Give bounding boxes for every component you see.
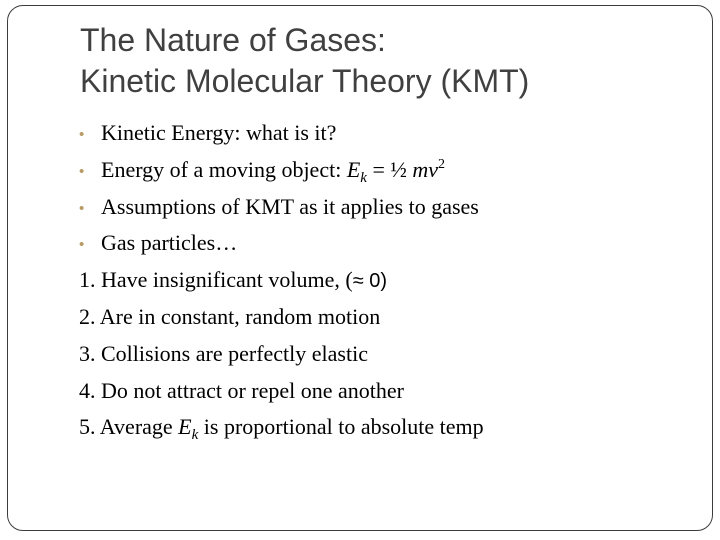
item-number: 3.: [79, 340, 96, 366]
kinetic-energy-subscript: k: [191, 427, 199, 444]
item-text: Are in constant, random motion: [99, 303, 381, 329]
item-tail: ≈ 0): [352, 270, 388, 293]
title-line-2: Kinetic Molecular Theory (KMT): [80, 63, 530, 99]
kinetic-energy-subscript: k: [360, 169, 367, 186]
slide-title: [80, 20, 680, 102]
numbered-item: [79, 373, 699, 410]
item-number: 2.: [79, 303, 96, 329]
bullet-prefix: Energy of a moving object:: [101, 156, 347, 182]
kinetic-energy-symbol: E: [346, 156, 361, 182]
title-line-1: The Nature of Gases:: [80, 22, 386, 58]
slide-body: [79, 115, 699, 446]
bullet-text: Gas particles…: [101, 230, 238, 256]
item-number: 5.: [79, 414, 96, 440]
item-text: Have insignificant volume, (: [101, 267, 353, 293]
item-text: Collisions are perfectly elastic: [101, 340, 368, 366]
bullet-text: Assumptions of KMT as it applies to gases: [101, 193, 479, 219]
numbered-item: [79, 409, 699, 446]
item-prefix: Average: [99, 414, 179, 440]
bullet-item: [79, 225, 699, 262]
bullet-text: Kinetic Energy: what is it?: [101, 120, 337, 145]
formula-exponent: 2: [438, 156, 446, 172]
item-text: Do not attract or repel one another: [101, 377, 404, 403]
kinetic-energy-symbol: E: [178, 414, 192, 440]
bullet-icon: •: [79, 126, 85, 143]
formula-expression: mv: [412, 156, 439, 182]
bullet-item: [79, 115, 699, 152]
bullet-item: [79, 189, 699, 226]
numbered-item: [79, 262, 699, 299]
bullet-item: [79, 152, 699, 189]
bullet-icon: •: [79, 199, 85, 217]
item-number: 1.: [79, 267, 96, 293]
numbered-item: [79, 336, 699, 373]
item-text: is proportional to absolute temp: [198, 414, 484, 440]
bullet-icon: •: [79, 162, 85, 180]
formula-middle: = ½: [366, 156, 413, 182]
bullet-icon: •: [79, 236, 85, 254]
item-number: 4.: [79, 377, 96, 403]
numbered-item: [79, 299, 699, 336]
